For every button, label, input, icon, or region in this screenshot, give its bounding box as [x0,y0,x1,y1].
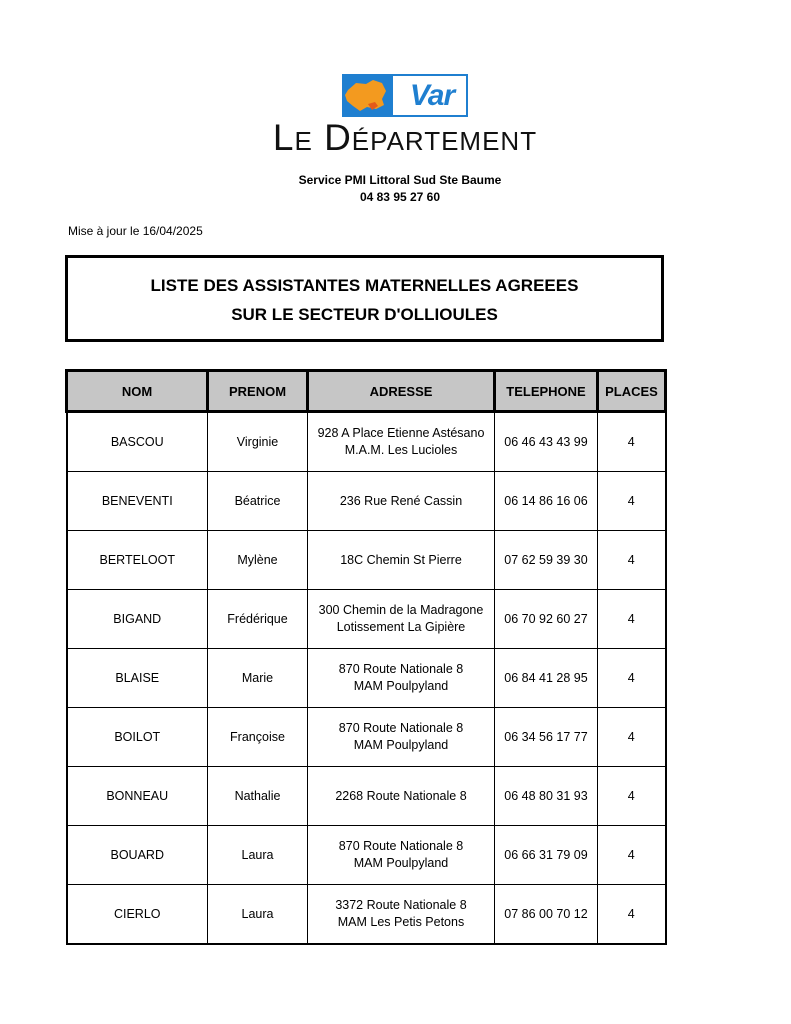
service-name: Service PMI Littoral Sud Ste Baume [298,173,502,187]
cell-telephone: 07 86 00 70 12 [495,885,598,945]
cell-adresse [308,708,495,767]
address-line-1: 870 Route Nationale 8 [338,721,464,735]
cell-telephone: 06 46 43 43 99 [495,412,598,472]
address-line-2: MAM Les Petis Petons [337,915,465,929]
address-line-2: M.A.M. Les Lucioles [344,443,458,457]
cell-adresse [308,590,495,649]
var-logo [342,74,468,117]
table-row [67,708,666,767]
cell-telephone: 07 62 59 39 30 [495,531,598,590]
table-body [67,412,666,945]
cell-prenom: Laura [208,885,308,945]
address-line-2: MAM Poulpyland [353,738,449,752]
title-box [65,255,664,342]
cell-telephone: 06 70 92 60 27 [495,590,598,649]
column-header-prenom: PRENOM [208,371,308,412]
cell-nom: BERTELOOT [67,531,208,590]
assistants-table [65,369,667,945]
address-line-1: 236 Rue René Cassin [339,493,463,508]
cell-places: 4 [598,531,666,590]
cell-telephone: 06 66 31 79 09 [495,826,598,885]
update-date: Mise à jour le 16/04/2025 [68,224,203,238]
table-row [67,885,666,945]
table-row [67,472,666,531]
cell-prenom: Frédérique [208,590,308,649]
column-header-telephone: TELEPHONE [495,371,598,412]
title-line-1: LISTE DES ASSISTANTES MATERNELLES AGREEES [150,276,579,295]
var-logo-text: Var [409,79,455,112]
address-line-1: 870 Route Nationale 8 [338,662,464,676]
cell-prenom: Françoise [208,708,308,767]
address-line-2: MAM Poulpyland [353,856,449,870]
column-header-nom: NOM [67,371,208,412]
cell-nom: BLAISE [67,649,208,708]
cell-places: 4 [598,590,666,649]
column-header-adresse: ADRESSE [308,371,495,412]
service-phone: 04 83 95 27 60 [359,190,441,204]
cell-adresse [308,885,495,945]
cell-prenom: Marie [208,649,308,708]
cell-telephone: 06 48 80 31 93 [495,767,598,826]
cell-places: 4 [598,708,666,767]
cell-places: 4 [598,826,666,885]
cell-telephone: 06 34 56 17 77 [495,708,598,767]
cell-telephone: 06 84 41 28 95 [495,649,598,708]
cell-nom: BIGAND [67,590,208,649]
address-line-2: MAM Poulpyland [353,679,449,693]
cell-adresse [308,649,495,708]
cell-nom: BASCOU [67,412,208,472]
table-row [67,767,666,826]
address-line-1: 870 Route Nationale 8 [338,839,464,853]
var-logo-box [391,74,468,117]
address-line-1: 928 A Place Etienne Astésano [317,426,485,440]
cell-adresse [308,767,495,826]
cell-places: 4 [598,885,666,945]
department-title: Le Département [272,117,538,158]
cell-nom: CIERLO [67,885,208,945]
cell-prenom: Béatrice [208,472,308,531]
cell-nom: BOUARD [67,826,208,885]
table-row [67,590,666,649]
address-line-1: 18C Chemin St Pierre [340,552,462,567]
cell-places: 4 [598,472,666,531]
cell-prenom: Nathalie [208,767,308,826]
cell-telephone: 06 14 86 16 06 [495,472,598,531]
table-row [67,412,666,472]
title-line-2: SUR LE SECTEUR D'OLLIOULES [231,305,498,324]
cell-prenom: Virginie [208,412,308,472]
table-row [67,826,666,885]
column-header-places: PLACES [598,371,666,412]
cell-places: 4 [598,767,666,826]
cell-prenom: Mylène [208,531,308,590]
address-line-2: Lotissement La Gipière [336,620,466,634]
cell-nom: BONNEAU [67,767,208,826]
cell-places: 4 [598,412,666,472]
address-line-1: 2268 Route Nationale 8 [335,788,467,803]
cell-nom: BENEVENTI [67,472,208,531]
cell-nom: BOILOT [67,708,208,767]
cell-adresse [308,531,495,590]
var-map-icon [342,74,391,117]
table-header-row [67,371,666,412]
address-line-1: 3372 Route Nationale 8 [335,898,467,912]
cell-adresse [308,826,495,885]
cell-adresse [308,472,495,531]
cell-prenom: Laura [208,826,308,885]
table-row [67,531,666,590]
cell-places: 4 [598,649,666,708]
cell-adresse [308,412,495,472]
address-line-1: 300 Chemin de la Madragone [318,603,484,617]
table-row [67,649,666,708]
